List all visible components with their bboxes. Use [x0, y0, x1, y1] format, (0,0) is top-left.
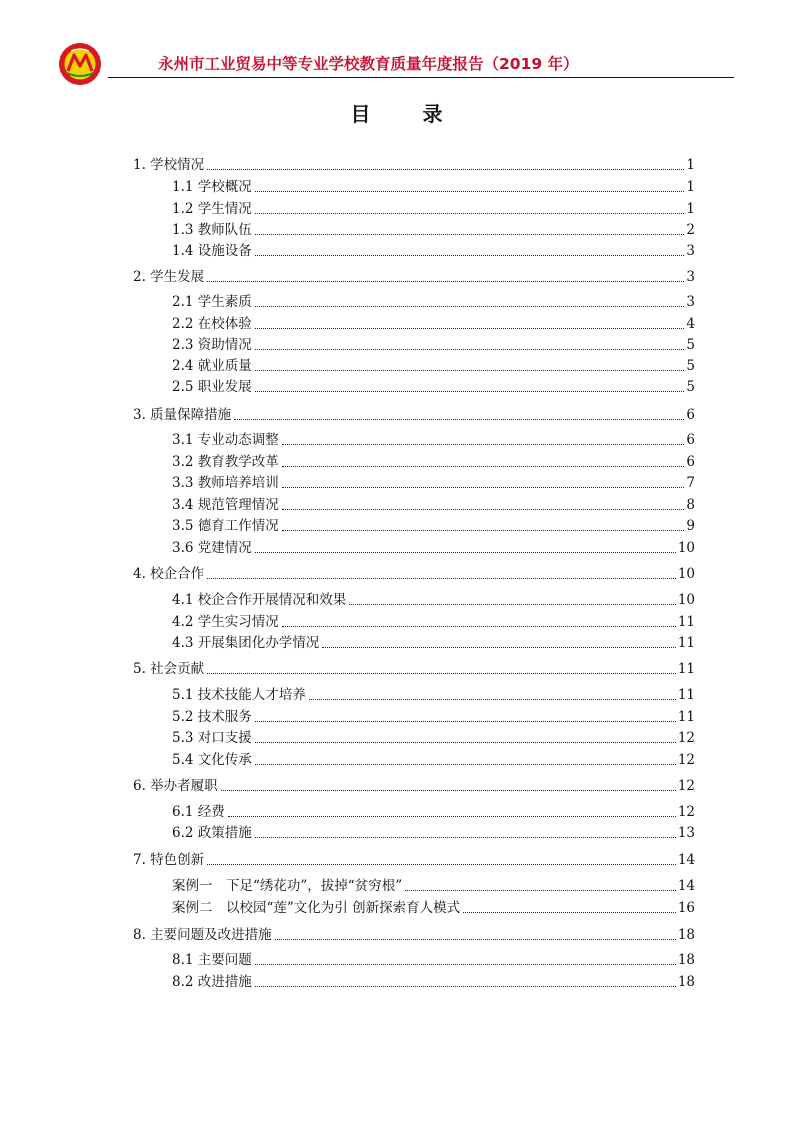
toc-subsection-entry[interactable] [172, 174, 695, 195]
toc-dot-leader [255, 986, 676, 987]
toc-entry-label: 1.3 教师队伍 [172, 222, 252, 238]
toc-section-entry[interactable] [133, 656, 695, 677]
toc-section-entry[interactable] [133, 402, 695, 423]
toc-entry-label: 6.2 政策措施 [172, 825, 252, 841]
toc-subsection-entry[interactable] [172, 969, 695, 990]
toc-entry-label: 5.4 文化传承 [172, 752, 252, 768]
toc-page-number: 18 [677, 952, 695, 968]
toc-page-number: 11 [677, 709, 695, 725]
toc-section-entry[interactable] [133, 264, 695, 285]
toc-entry-label: 案例二 以校园“莲”文化为引 创新探索育人模式 [172, 900, 461, 916]
toc-subsection-entry[interactable] [172, 196, 695, 217]
toc-page-number: 16 [677, 900, 695, 916]
report-header-title: 永州市工业贸易中等专业学校教育质量年度报告（2019 年） [158, 55, 579, 73]
toc-subsection-entry[interactable] [172, 630, 695, 651]
toc-section-entry[interactable] [133, 773, 695, 794]
toc-entry-label: 6. 举办者履职 [133, 778, 218, 794]
toc-entry-label: 1. 学校情况 [133, 157, 205, 173]
toc-subsection-entry[interactable] [172, 374, 695, 395]
toc-dot-leader [221, 790, 676, 791]
toc-subsection-entry[interactable] [172, 947, 695, 968]
toc-page-number: 10 [677, 566, 695, 582]
toc-dot-leader [255, 721, 676, 722]
toc-entry-label: 8.1 主要问题 [172, 952, 252, 968]
toc-subsection-entry[interactable] [172, 895, 695, 916]
toc-entry-label: 5. 社会贡献 [133, 661, 205, 677]
toc-dot-leader [207, 864, 676, 865]
toc-entry-label: 8. 主要问题及改进措施 [133, 927, 272, 943]
toc-page-number: 10 [677, 592, 695, 608]
toc-page-number: 9 [686, 518, 695, 534]
toc-entry-label: 1.2 学生情况 [172, 201, 252, 217]
toc-entry-label: 2.4 就业质量 [172, 358, 252, 374]
toc-entry-label: 5.2 技术服务 [172, 709, 252, 725]
toc-page-number: 1 [686, 201, 695, 217]
toc-page-number: 18 [677, 927, 695, 943]
toc-page-number: 5 [686, 337, 695, 353]
toc-page-number: 7 [686, 475, 695, 491]
toc-dot-leader [255, 837, 676, 838]
toc-entry-label: 3.5 德育工作情况 [172, 518, 279, 534]
toc-page-number: 3 [686, 294, 695, 310]
toc-subsection-entry[interactable] [172, 427, 695, 448]
toc-page-number: 11 [677, 635, 695, 651]
toc-dot-leader [282, 466, 685, 467]
toc-dot-leader [309, 699, 676, 700]
toc-entry-label: 1.1 学校概况 [172, 179, 252, 195]
toc-entry-label: 5.3 对口支援 [172, 730, 252, 746]
toc-dot-leader [463, 912, 676, 913]
toc-entry-label: 4.1 校企合作开展情况和效果 [172, 592, 347, 608]
toc-section-entry[interactable] [133, 847, 695, 868]
toc-dot-leader [405, 890, 676, 891]
toc-page-number: 6 [686, 432, 695, 448]
toc-subsection-entry[interactable] [172, 682, 695, 703]
toc-subsection-entry[interactable] [172, 747, 695, 768]
toc-entry-label: 8.2 改进措施 [172, 974, 252, 990]
toc-entry-label: 3. 质量保障措施 [133, 407, 232, 423]
toc-dot-leader [255, 391, 685, 392]
toc-entry-label: 4.2 学生实习情况 [172, 614, 279, 630]
toc-page-number: 5 [686, 358, 695, 374]
toc-dot-leader [322, 647, 676, 648]
page-title: 目录 [350, 102, 495, 126]
toc-dot-leader [207, 578, 676, 579]
toc-dot-leader [228, 816, 676, 817]
toc-subsection-entry[interactable] [172, 704, 695, 725]
toc-page-number: 12 [677, 804, 695, 820]
toc-entry-label: 2.2 在校体验 [172, 316, 252, 332]
toc-subsection-entry[interactable] [172, 587, 695, 608]
toc-dot-leader [349, 604, 676, 605]
toc-page-number: 11 [677, 614, 695, 630]
toc-dot-leader [207, 673, 676, 674]
toc-subsection-entry[interactable] [172, 492, 695, 513]
toc-dot-leader [255, 370, 685, 371]
toc-entry-label: 7. 特色创新 [133, 852, 205, 868]
toc-section-entry[interactable] [133, 922, 695, 943]
toc-section-entry[interactable] [133, 561, 695, 582]
toc-subsection-entry[interactable] [172, 353, 695, 374]
toc-entry-label: 4. 校企合作 [133, 566, 205, 582]
toc-dot-leader [282, 530, 685, 531]
toc-page-number: 12 [677, 778, 695, 794]
toc-page-number: 1 [686, 157, 695, 173]
toc-page-number: 11 [677, 661, 695, 677]
toc-subsection-entry[interactable] [172, 820, 695, 841]
toc-page-number: 8 [686, 497, 695, 513]
toc-page-number: 6 [686, 454, 695, 470]
toc-dot-leader [207, 169, 684, 170]
toc-dot-leader [255, 742, 676, 743]
toc-entry-label: 2.5 职业发展 [172, 379, 252, 395]
toc-subsection-entry[interactable] [172, 449, 695, 470]
toc-entry-label: 6.1 经费 [172, 804, 225, 820]
toc-subsection-entry[interactable] [172, 217, 695, 238]
toc-dot-leader [255, 234, 685, 235]
toc-dot-leader [255, 191, 685, 192]
toc-subsection-entry[interactable] [172, 470, 695, 491]
toc-page-number: 2 [686, 222, 695, 238]
toc-dot-leader [282, 487, 685, 488]
toc-subsection-entry[interactable] [172, 311, 695, 332]
toc-page-number: 14 [677, 878, 695, 894]
toc-subsection-entry[interactable] [172, 725, 695, 746]
toc-dot-leader [255, 964, 676, 965]
toc-entry-label: 4.3 开展集团化办学情况 [172, 635, 320, 651]
toc-subsection-entry[interactable] [172, 535, 695, 556]
toc-page-number: 4 [686, 316, 695, 332]
toc-subsection-entry[interactable] [172, 799, 695, 820]
toc-page-number: 3 [686, 243, 695, 259]
toc-entry-label: 2. 学生发展 [133, 269, 205, 285]
toc-dot-leader [282, 509, 685, 510]
toc-entry-label: 2.3 资助情况 [172, 337, 252, 353]
toc-subsection-entry[interactable] [172, 609, 695, 630]
toc-subsection-entry[interactable] [172, 238, 695, 259]
toc-page-number: 1 [686, 179, 695, 195]
toc-dot-leader [275, 939, 676, 940]
toc-dot-leader [282, 626, 676, 627]
toc-page-number: 3 [686, 269, 695, 285]
toc-dot-leader [207, 281, 684, 282]
toc-entry-label: 1.4 设施设备 [172, 243, 252, 259]
toc-entry-label: 3.1 专业动态调整 [172, 432, 279, 448]
toc-dot-leader [255, 349, 685, 350]
toc-dot-leader [255, 213, 685, 214]
toc-page-number: 12 [677, 752, 695, 768]
toc-page-number: 10 [677, 540, 695, 556]
toc-page-number: 18 [677, 974, 695, 990]
toc-entry-label: 案例一 下足“绣花功”，拔掉“贫穷根” [172, 878, 403, 894]
toc-entry-label: 3.2 教育教学改革 [172, 454, 279, 470]
toc-section-entry[interactable] [133, 152, 695, 173]
toc-entry-label: 3.4 规范管理情况 [172, 497, 279, 513]
toc-subsection-entry[interactable] [172, 332, 695, 353]
toc-subsection-entry[interactable] [172, 873, 695, 894]
toc-page-number: 14 [677, 852, 695, 868]
toc-page-number: 12 [677, 730, 695, 746]
toc-page-number: 13 [677, 825, 695, 841]
toc-entry-label: 2.1 学生素质 [172, 294, 252, 310]
toc-page-number: 6 [686, 407, 695, 423]
toc-dot-leader [255, 328, 685, 329]
toc-entry-label: 3.6 党建情况 [172, 540, 252, 556]
toc-dot-leader [255, 764, 676, 765]
toc-dot-leader [234, 419, 684, 420]
toc-dot-leader [255, 306, 685, 307]
toc-subsection-entry[interactable] [172, 289, 695, 310]
toc-page-number: 5 [686, 379, 695, 395]
toc-subsection-entry[interactable] [172, 513, 695, 534]
toc-page-number: 11 [677, 687, 695, 703]
toc-dot-leader [255, 552, 676, 553]
toc-dot-leader [255, 255, 685, 256]
toc-entry-label: 3.3 教师培养培训 [172, 475, 279, 491]
toc-entry-label: 5.1 技术技能人才培养 [172, 687, 306, 703]
toc-dot-leader [282, 444, 685, 445]
